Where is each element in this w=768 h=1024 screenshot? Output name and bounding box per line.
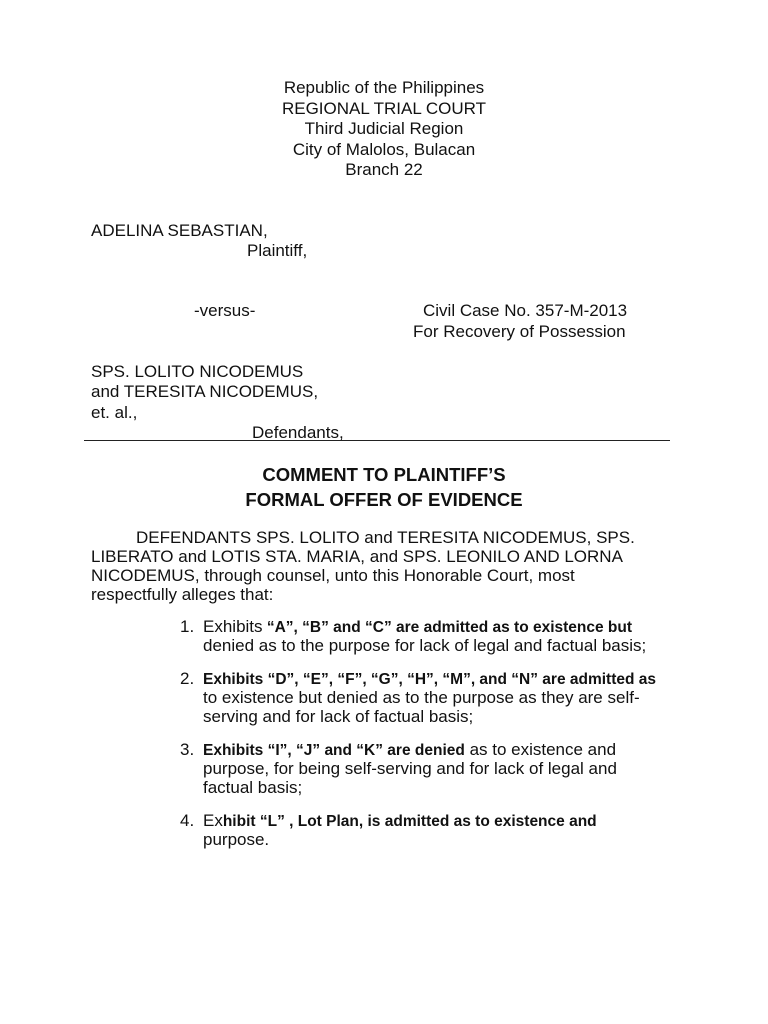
item-text xyxy=(203,617,673,674)
intro-paragraph xyxy=(91,528,691,604)
item-line-2: purpose. xyxy=(203,830,270,849)
item-text xyxy=(203,811,673,868)
defendants-line-1: SPS. LOLITO NICODEMUS xyxy=(91,362,304,381)
item-bold: Exhibits “I”, “J” and “K” are denied xyxy=(203,742,465,759)
court-city: City of Malolos, Bulacan xyxy=(292,139,476,159)
court-name: REGIONAL TRIAL COURT xyxy=(281,98,487,118)
document-title xyxy=(0,462,768,512)
item-line-2: to existence but denied as to the purpose as they are self- xyxy=(203,688,640,707)
item-bold: Exhibits “D”, “E”, “F”, “G”, “H”, “M”, and “N” are admitted as xyxy=(203,671,657,688)
item-rest: as to existence and xyxy=(464,740,617,759)
defendants-line-2: and TERESITA NICODEMUS, xyxy=(91,382,319,401)
caption-divider xyxy=(84,440,670,441)
item-number: 2. xyxy=(180,669,195,688)
plaintiff-name: ADELINA SEBASTIAN, xyxy=(91,221,268,240)
intro-line-1: DEFENDANTS SPS. LOLITO and TERESITA NICODEMUS, SPS. xyxy=(136,528,635,547)
court-country: Republic of the Philippines xyxy=(283,78,485,97)
intro-line-2: LIBERATO and LOTIS STA. MARIA, and SPS. LEONILO AND LORNA xyxy=(91,547,623,566)
item-lead: Exhibits xyxy=(203,617,263,636)
defendants-role: Defendants, xyxy=(252,423,344,442)
item-lead: Ex xyxy=(203,811,223,830)
item-number: 4. xyxy=(180,811,195,830)
document-title-line-1: COMMENT TO PLAINTIFF’S xyxy=(262,464,506,485)
item-text xyxy=(203,669,673,726)
item-line-2: denied as to the purpose for lack of legal and factual basis; xyxy=(203,636,647,655)
court-region: Third Judicial Region xyxy=(304,119,464,138)
defendants-line-3: et. al., xyxy=(91,403,138,422)
item-bold: “A”, “B” and “C” are admitted as to existence but xyxy=(262,619,633,636)
court-caption xyxy=(0,78,768,181)
case-nature: For Recovery of Possession xyxy=(413,322,626,341)
document-title-line-2: FORMAL OFFER OF EVIDENCE xyxy=(245,489,523,510)
case-number: Civil Case No. 357-M-2013 xyxy=(423,301,628,320)
item-line-3: serving and for lack of factual basis; xyxy=(203,707,474,726)
court-branch: Branch 22 xyxy=(345,160,423,179)
item-bold: hibit “L” , Lot Plan, is admitted as to existence and xyxy=(222,813,597,830)
item-line-3 xyxy=(203,849,673,868)
item-number: 3. xyxy=(180,740,195,759)
plaintiff-role: Plaintiff, xyxy=(247,241,308,260)
item-line-3: factual basis; xyxy=(203,778,303,797)
intro-line-4: respectfully alleges that: xyxy=(91,585,274,604)
item-number: 1. xyxy=(180,617,195,636)
item-line-2: purpose, for being self-serving and for lack of legal and xyxy=(203,759,617,778)
versus-label: -versus- xyxy=(194,301,256,320)
item-text xyxy=(203,740,673,797)
intro-line-3: NICODEMUS, through counsel, unto this Honorable Court, most xyxy=(91,566,575,585)
